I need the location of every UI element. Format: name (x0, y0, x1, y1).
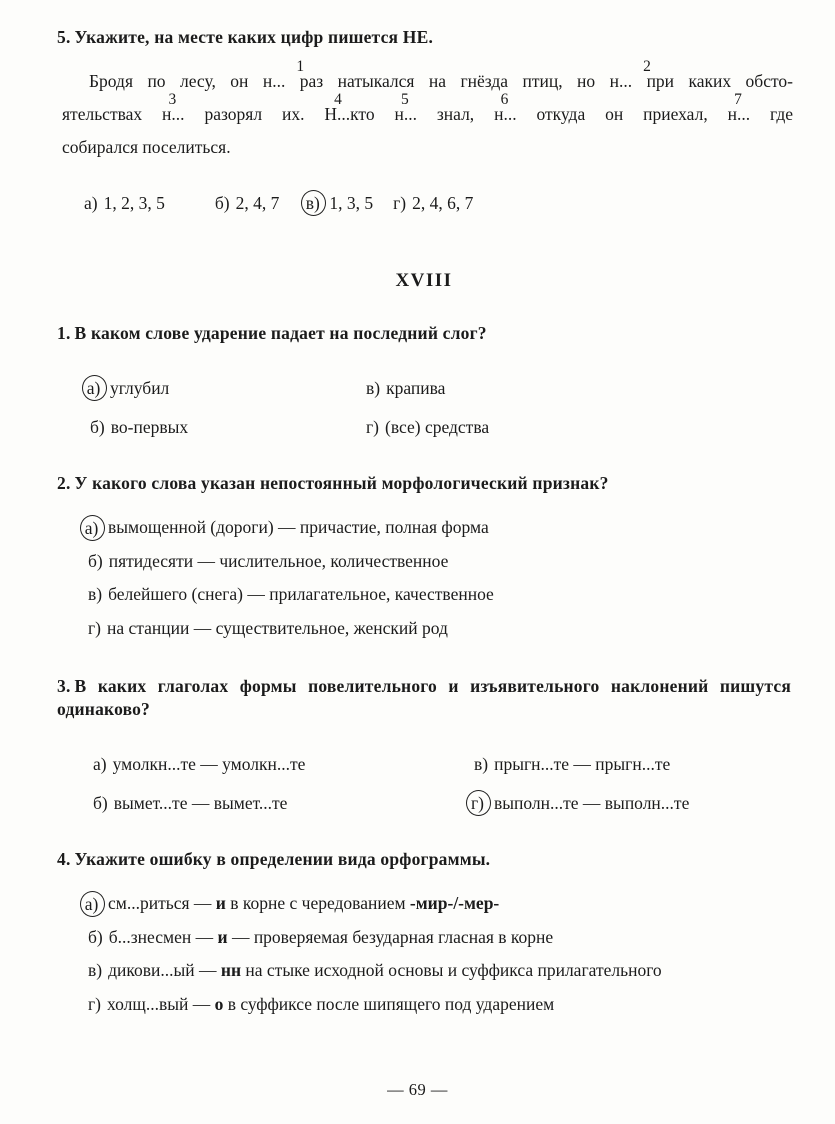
text-segment: см...риться — (108, 893, 216, 913)
text-segment: Бродя по лесу, он н... (89, 71, 286, 91)
option-text: 2, 4, 7 (235, 192, 280, 213)
question-prompt-line-1 (57, 675, 791, 698)
text-segment: кто н... (350, 104, 417, 124)
option-label: г) (88, 993, 102, 1014)
option-label: в) (474, 754, 489, 774)
text-segment: на стыке исходной основы и суффикса прилагательного (241, 960, 662, 980)
text-segment: дикови...ый — (108, 960, 221, 980)
text-segment: б...знесмен — (108, 926, 218, 947)
question-2-block (57, 472, 791, 645)
text-segment: в суффиксе после шипящего под ударением (223, 993, 555, 1014)
option-label: а) (82, 375, 107, 401)
passage (62, 58, 793, 164)
text-segment: откуда он приехал, н... (516, 104, 751, 124)
option-label: б) (93, 793, 108, 813)
question-4-options (84, 887, 791, 1021)
option-label: а) (84, 192, 98, 213)
question-number: 2. (57, 473, 71, 493)
question-1-heading (57, 322, 791, 345)
option-label: г) (466, 790, 491, 816)
option-label: г) (88, 617, 102, 638)
option-label: б) (90, 417, 105, 437)
option-text: выполн...те — выполн...те (494, 793, 690, 813)
option-text: прыгн...те — прыгн...те (494, 754, 671, 774)
answer-option (474, 749, 791, 779)
text-segment: при каких обсто- (632, 71, 793, 91)
option-label: в) (88, 960, 103, 980)
question-3-options (93, 749, 791, 818)
question-3-block (57, 675, 791, 818)
question-prompt: У какого слова указан непостоянный морфологический признак? (74, 473, 609, 493)
option-label: в) (366, 378, 381, 398)
text-segment: знал, н... (416, 104, 517, 124)
question-5-heading (57, 26, 791, 49)
question-prompt: Укажите, на месте каких цифр пишется НЕ. (74, 27, 434, 47)
answer-option-circled (305, 190, 374, 216)
question-prompt: В каком слове ударение падает на последний слог? (74, 323, 487, 343)
text-segment: собирался поселиться. (62, 137, 231, 157)
page-number: — 69 — (387, 1080, 448, 1099)
answer-option (366, 373, 791, 403)
answer-option (88, 578, 791, 612)
answer-option (366, 412, 791, 442)
option-label: а) (80, 891, 105, 917)
option-text (108, 887, 499, 921)
option-label: в) (301, 190, 326, 216)
question-number: 3. (57, 676, 71, 696)
question-2-options (84, 511, 791, 645)
answer-option (88, 921, 791, 955)
option-text: на станции — существительное, женский род (107, 617, 448, 638)
question-number: 1. (57, 323, 71, 343)
question-1-block (57, 322, 791, 442)
option-label: а) (80, 515, 105, 541)
section-title: XVIII (395, 270, 453, 291)
option-label: б) (88, 550, 103, 571)
answer-option (88, 988, 791, 1022)
option-label: б) (214, 192, 230, 213)
question-prompt: В каких глаголах формы повелительного и изъявительного наклонений пишутся (74, 676, 791, 696)
option-text (109, 921, 553, 955)
option-text: крапива (386, 378, 446, 398)
option-text: углубил (110, 378, 170, 398)
option-text: белейшего (снега) — прилагательное, качественное (108, 584, 494, 604)
option-label: б) (88, 926, 103, 947)
question-number: 4. (57, 849, 71, 869)
option-text (107, 988, 554, 1022)
question-prompt: Укажите ошибку в определении вида орфограммы. (74, 849, 491, 869)
answer-option (93, 788, 474, 818)
text-segment: раз натыкался на гнёзда птиц, но н... (285, 71, 633, 91)
answer-option (88, 545, 791, 579)
answer-option-circled (84, 887, 791, 921)
option-text: 1, 3, 5 (329, 192, 374, 213)
option-text: вымет...те — вымет...те (113, 793, 288, 813)
question-5-options-row (84, 188, 791, 218)
text-segment: — проверяемая безударная гласная в корне (227, 926, 554, 947)
answer-option-circled (86, 373, 366, 403)
answer-option (84, 193, 165, 214)
text-segment: холщ...вый — (107, 993, 215, 1014)
passage-line-1: Бродя по лесу, он н...1 раз натыкался на гнёзда птиц, но н...2 при каких обсто- (89, 58, 793, 91)
question-3-heading (57, 675, 791, 721)
option-text: вымощенной (дороги) — причастие, полная форма (108, 517, 489, 537)
option-text: (все) средства (385, 417, 490, 437)
passage-line-3 (62, 131, 793, 164)
text-segment: ятельствах н... (62, 104, 185, 124)
text-segment: в корне с чередованием (225, 893, 410, 913)
option-text: во-первых (110, 417, 189, 437)
question-2-heading (57, 472, 791, 495)
option-text: 2, 4, 6, 7 (412, 192, 474, 213)
answer-option (88, 612, 791, 646)
option-label: г) (366, 417, 380, 437)
answer-option-circled (470, 788, 791, 818)
text-segment: где (750, 104, 793, 124)
option-text (108, 954, 662, 988)
option-label: а) (93, 754, 107, 774)
answer-option-circled (84, 511, 791, 545)
text-segment: и (217, 926, 228, 947)
answer-option (215, 193, 279, 214)
question-4-heading (57, 848, 791, 871)
question-5-block (57, 26, 791, 218)
option-text: умолкн...те — умолкн...те (112, 754, 306, 774)
answer-option (88, 954, 791, 988)
text-segment: нн (220, 960, 242, 980)
option-label: в) (88, 584, 103, 604)
option-text: 1, 2, 3, 5 (103, 192, 165, 213)
answer-option (393, 193, 473, 214)
option-text: пятидесяти — числительное, количественное (108, 550, 449, 571)
question-prompt-line-2: одинаково? (57, 699, 151, 719)
passage-line-2: ятельствах н...3 разорял их. Н...4кто н...5 знал, н...6 откуда он приехал, н...7 где (62, 91, 793, 124)
question-4-block (57, 848, 791, 1021)
text-segment: разорял их. Н... (184, 104, 351, 124)
text-segment: и (215, 893, 226, 913)
question-1-options (86, 373, 791, 442)
text-segment: о (214, 993, 224, 1014)
question-number: 5. (57, 27, 71, 47)
answer-option (93, 749, 474, 779)
answer-option (90, 412, 366, 442)
text-segment: -мир-/-мер- (409, 893, 500, 913)
option-label: г) (393, 192, 407, 213)
